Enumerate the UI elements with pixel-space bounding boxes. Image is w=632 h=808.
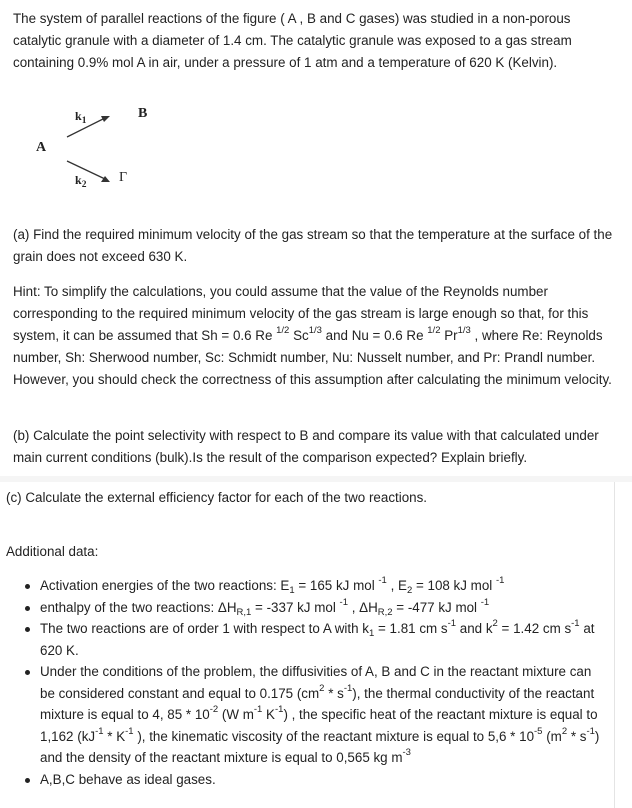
text-run: Hint: To simplify the calculations, you could assume that the value of the Reynolds number corresponding to the required minimum velocity of the gas stream is large enough so that, for this system, it can be assumed that Sh = 0.6 Re xyxy=(13,284,589,343)
supscript-run: 1/2 xyxy=(427,325,441,336)
supscript-run: -2 xyxy=(209,704,219,715)
text-run: at 620 K. xyxy=(40,621,595,658)
text-run: (b) Calculate the point selectivity with respect to B and compare its value with that calculated under main current conditions (bulk).Is the result of the comparison expected? Explain briefly. xyxy=(13,428,599,465)
additional-data-list xyxy=(0,575,600,790)
text-run: , ΔH xyxy=(347,599,378,615)
text-run: = -477 kJ mol xyxy=(392,599,481,615)
bullet-rate-constants xyxy=(40,618,600,661)
supscript-run: -1 xyxy=(480,596,490,608)
k2-symbol: k xyxy=(75,173,82,187)
text-run: * s xyxy=(324,685,344,701)
k1-symbol: k xyxy=(75,109,82,123)
text-run: K xyxy=(262,707,275,722)
species-c-label: Γ xyxy=(119,170,128,185)
supscript-run: -1 xyxy=(339,596,348,608)
supscript-run: -1 xyxy=(586,725,595,737)
supscript-run: -1 xyxy=(447,618,457,629)
text-run: ), the kinematic viscosity of the reactant mixture is equal to 5,6 * 10 xyxy=(133,728,535,744)
bullet-enthalpies xyxy=(40,597,600,619)
k2-subscript: 2 xyxy=(81,180,87,190)
hint-paragraph xyxy=(13,281,619,391)
part-b-question xyxy=(13,425,619,469)
text-run: The two reactions are of order 1 with respect to A with k xyxy=(40,621,369,636)
text-run: ), the thermal conductivity of the reactant mixture is equal to 4, 85 * 10 xyxy=(40,685,595,722)
supscript-run: -1 xyxy=(274,704,284,715)
text-run: = 165 kJ mol xyxy=(294,578,379,593)
arrow-to-b-icon xyxy=(67,116,110,137)
text-run: (m xyxy=(542,728,562,744)
text-run: = 1.81 cm s xyxy=(374,621,448,636)
text-run: Under the conditions of the problem, the diffusivities of A, B and C in the reactant mixture can be considered constant and equal to 0.175 (cm xyxy=(40,664,592,701)
k1-subscript: 1 xyxy=(81,116,87,126)
bullet-activation-energies xyxy=(40,575,600,597)
text-run: = 1.42 cm s xyxy=(497,621,572,636)
text-run: The system of parallel reactions of the figure ( A , B and C gases) was studied in a non-porous catalytic granule with a diameter of 1.4 cm. The catalytic granule was exposed to a gas stream containing 0.9% mol A in air, under a pressure of 1 atm and a temperature of 620 K (Kelvin). xyxy=(13,11,572,70)
supscript-run: -1 xyxy=(343,682,353,694)
text-run: ) , the specific heat of the reactant mixture is equal to 1,162 (kJ xyxy=(40,707,598,744)
supscript-run: -1 xyxy=(253,704,263,715)
bullet-physical-properties xyxy=(40,661,600,769)
supscript-run: -3 xyxy=(402,747,411,758)
subscript-run: 2 xyxy=(406,585,413,596)
subscript-run: 1 xyxy=(289,585,295,596)
supscript-run: -1 xyxy=(571,618,580,629)
supscript-run: 2 xyxy=(561,725,568,737)
subscript-run: R,1 xyxy=(236,606,252,618)
text-run: ) and the density of the reactant mixture is equal to 0,565 kg m xyxy=(40,728,600,765)
text-run: and Nu = 0.6 Re xyxy=(321,328,428,343)
reaction-arrows xyxy=(25,95,195,195)
part-c-question xyxy=(6,487,612,509)
text-run: * K xyxy=(103,728,126,744)
bullet-ideal-gases xyxy=(40,769,600,791)
species-b-label: B xyxy=(138,106,148,121)
additional-data-title xyxy=(6,541,612,563)
supscript-run: -1 xyxy=(95,725,104,737)
text-run: , where Re: Reynolds number, Sh: Sherwood number, Sc: Schmidt number, Nu: Nusselt number, and Pr: Prandl number. However, you should check the correctness of this assumption after calculating the minimum velocity. xyxy=(13,328,612,387)
supscript-run: 1/3 xyxy=(457,325,471,336)
supscript-run: 2 xyxy=(492,618,498,629)
text-run: Sc xyxy=(289,328,309,343)
text-run: Additional data: xyxy=(6,544,99,559)
text-run: , E xyxy=(386,578,407,593)
subscript-run: 1 xyxy=(368,628,375,639)
text-run: (a) Find the required minimum velocity of the gas stream so that the temperature at the surface of the grain does not exceed 630 K. xyxy=(13,227,613,264)
question-lower-panel xyxy=(0,482,615,808)
arrow-to-c-icon xyxy=(67,161,110,182)
supscript-run: -1 xyxy=(378,575,387,586)
supscript-run: 1/3 xyxy=(308,325,322,336)
supscript-run: -5 xyxy=(534,725,543,737)
supscript-run: -1 xyxy=(495,575,505,586)
intro-paragraph xyxy=(13,8,619,74)
species-a-label: A xyxy=(36,140,47,155)
text-run: (W m xyxy=(218,707,254,722)
reaction-diagram xyxy=(25,95,195,195)
text-run: Activation energies of the two reactions: E xyxy=(40,578,290,593)
text-run: Pr xyxy=(440,328,458,343)
text-run: = 108 kJ mol xyxy=(412,578,496,593)
supscript-run: -1 xyxy=(125,725,134,737)
supscript-run: 2 xyxy=(319,682,325,694)
subscript-run: R,2 xyxy=(377,606,393,618)
text-run: * s xyxy=(567,728,587,744)
text-run: (c) Calculate the external efficiency factor for each of the two reactions. xyxy=(6,490,428,505)
text-run: = -337 kJ mol xyxy=(251,599,340,615)
supscript-run: 1/2 xyxy=(276,325,290,336)
text-run: and k xyxy=(456,621,493,636)
text-run: enthalpy of the two reactions: ΔH xyxy=(40,599,237,615)
text-run: A,B,C behave as ideal gases. xyxy=(40,771,216,787)
part-a-question xyxy=(13,224,619,268)
